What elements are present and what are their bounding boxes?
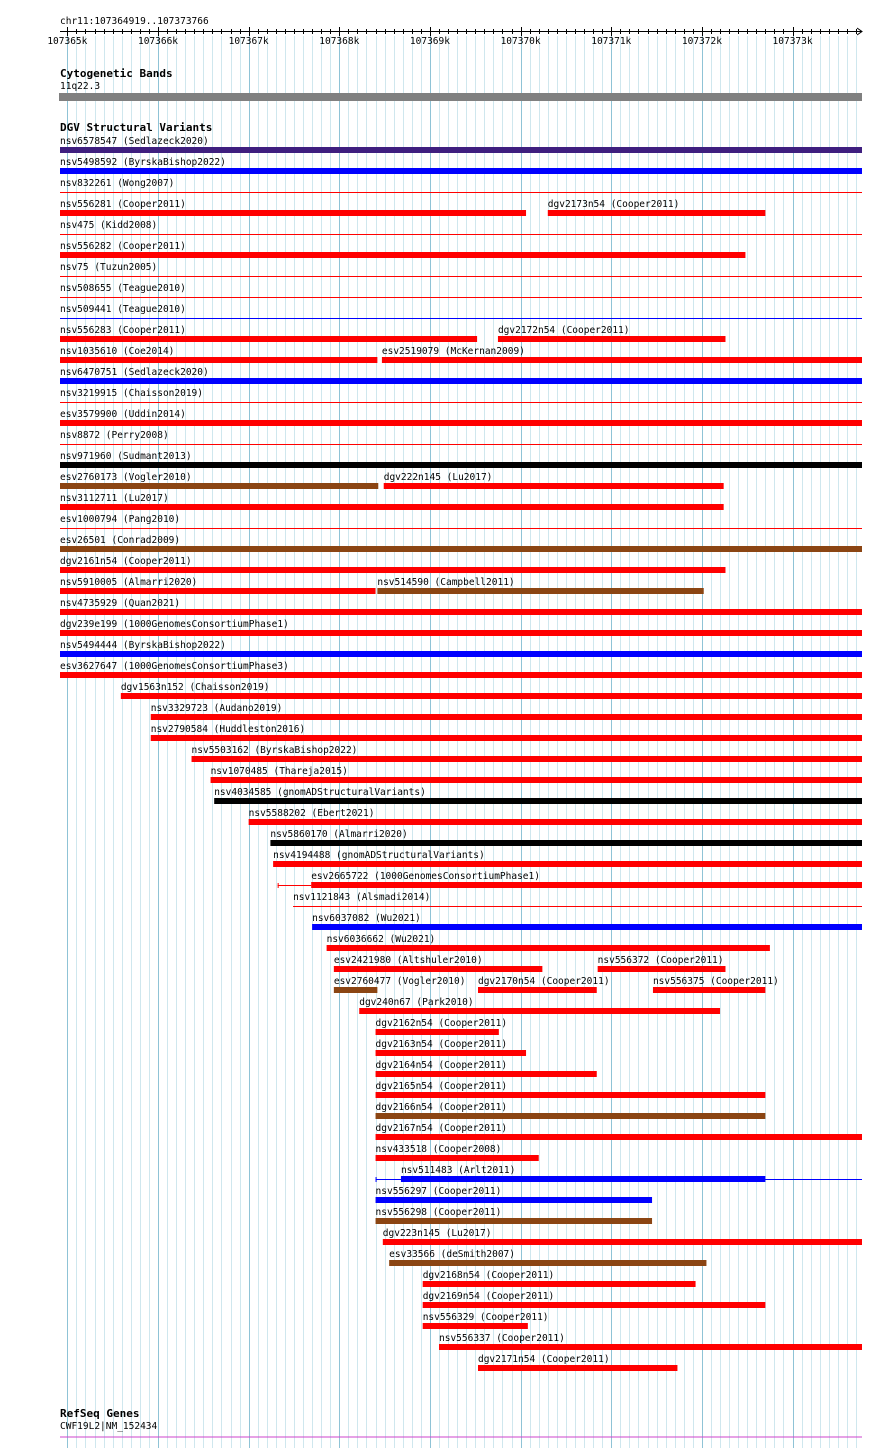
variant-label: nsv3112711 (Lu2017) (60, 493, 169, 504)
variant-bar[interactable] (423, 1281, 696, 1287)
variant-label: esv2519079 (McKernan2009) (381, 346, 525, 357)
variant-bar[interactable] (423, 1302, 766, 1308)
variant-bar[interactable] (249, 819, 862, 825)
variant-label: dgv2163n54 (Cooper2011) (375, 1039, 508, 1050)
cytoband-bar[interactable] (59, 93, 862, 101)
cytoband-track-title: Cytogenetic Bands (60, 67, 173, 80)
variant-label: esv2665722 (1000GenomesConsortiumPhase1) (311, 871, 540, 882)
variant-label: dgv240n67 (Park2010) (359, 997, 474, 1008)
variant-bar[interactable] (211, 777, 862, 783)
ruler-tick-label: 107368k (319, 36, 360, 47)
variant-bar[interactable] (121, 693, 862, 699)
variant-bar[interactable] (60, 672, 862, 678)
variant-label: dgv2167n54 (Cooper2011) (375, 1123, 508, 1134)
variant-bar[interactable] (382, 357, 862, 363)
variant-label: esv1000794 (Pang2010) (60, 514, 181, 525)
variant-label: nsv475 (Kidd2008) (60, 220, 158, 231)
variant-label: nsv511483 (Arlt2011) (400, 1165, 516, 1176)
variant-bar[interactable] (60, 462, 862, 468)
variant-bar[interactable] (270, 840, 862, 846)
ruler-tick-label: 107373k (772, 36, 813, 47)
ruler-tick-label: 107365k (47, 36, 88, 47)
variant-label: dgv2166n54 (Cooper2011) (375, 1102, 508, 1113)
variant-label: nsv4194488 (gnomADStructuralVariants) (273, 850, 485, 861)
variant-bar[interactable] (376, 1050, 526, 1056)
variant-bar[interactable] (60, 528, 862, 529)
variant-label: nsv514590 (Campbell2011) (377, 577, 515, 588)
variant-label: nsv556283 (Cooper2011) (60, 325, 186, 336)
variant-bar[interactable] (60, 192, 862, 193)
variant-bar[interactable] (293, 906, 862, 907)
variant-bar[interactable] (376, 1029, 499, 1035)
variant-bar[interactable] (192, 756, 862, 762)
variant-label: dgv2161n54 (Cooper2011) (60, 556, 192, 567)
variant-label: nsv971960 (Sudmant2013) (60, 451, 192, 462)
variant-label: nsv1070485 (Thareja2015) (210, 766, 348, 777)
variant-label: dgv223n145 (Lu2017) (382, 1228, 492, 1239)
variant-label: dgv2168n54 (Cooper2011) (422, 1270, 555, 1281)
variant-bar[interactable] (376, 1197, 652, 1203)
variant-bar[interactable] (377, 588, 703, 594)
variant-label: nsv556282 (Cooper2011) (60, 241, 186, 252)
variant-bar[interactable] (60, 318, 862, 319)
variant-bar[interactable] (653, 987, 765, 993)
variant-label: esv3627647 (1000GenomesConsortiumPhase3) (60, 661, 289, 672)
ruler-tick-label: 107369k (409, 36, 450, 47)
variant-bar[interactable] (60, 504, 724, 510)
variant-bar[interactable] (376, 1134, 862, 1140)
variant-label: nsv5860170 (Almarri2020) (270, 829, 408, 840)
variant-bar[interactable] (214, 798, 862, 804)
variant-bar[interactable] (60, 588, 376, 594)
variant-bar[interactable] (60, 444, 862, 445)
variant-bar[interactable] (311, 882, 862, 888)
variant-label: nsv6470751 (Sedlazeck2020) (60, 367, 209, 378)
variant-bar[interactable] (376, 1092, 766, 1098)
variant-label: nsv1121843 (Alsmadi2014) (293, 892, 431, 903)
ruler[interactable] (47, 27, 862, 47)
variant-label: nsv2790584 (Huddleston2016) (150, 724, 306, 735)
variant-bar[interactable] (384, 483, 724, 489)
ruler-tick-label: 107371k (591, 36, 632, 47)
variant-bar[interactable] (60, 378, 862, 384)
variant-bar[interactable] (376, 1113, 766, 1119)
variant-label: dgv2164n54 (Cooper2011) (375, 1060, 508, 1071)
variant-label: dgv2173n54 (Cooper2011) (547, 199, 680, 210)
variant-bar[interactable] (376, 1071, 597, 1077)
variant-label: esv33566 (deSmith2007) (389, 1249, 516, 1260)
variant-bar[interactable] (334, 966, 543, 972)
variant-bar[interactable] (60, 546, 862, 552)
variant-bar[interactable] (60, 357, 377, 363)
variant-bar[interactable] (439, 1344, 862, 1350)
variant-label: nsv3329723 (Audano2019) (150, 703, 283, 714)
variant-bar[interactable] (60, 276, 862, 277)
variant-label: esv2760477 (Vogler2010) (333, 976, 466, 987)
variant-bar[interactable] (60, 252, 745, 258)
variant-label: nsv4034585 (gnomADStructuralVariants) (214, 787, 426, 798)
variant-label: nsv556337 (Cooper2011) (439, 1333, 565, 1344)
variant-bar[interactable] (151, 735, 862, 741)
variant-label: nsv433518 (Cooper2008) (375, 1144, 502, 1155)
variant-label: dgv1563n152 (Chaisson2019) (120, 682, 270, 693)
variant-label: dgv2172n54 (Cooper2011) (497, 325, 630, 336)
variant-bar[interactable] (548, 210, 766, 216)
variant-label: nsv3219915 (Chaisson2019) (60, 388, 203, 399)
variant-label: nsv5498592 (ByrskaBishop2022) (60, 157, 226, 168)
variant-bar[interactable] (478, 1365, 677, 1371)
variant-label: nsv4735929 (Quan2021) (60, 598, 181, 609)
variant-bar[interactable] (60, 651, 862, 657)
variant-bar[interactable] (60, 234, 862, 235)
variant-label: esv26501 (Conrad2009) (60, 535, 181, 546)
variant-bar[interactable] (376, 1155, 539, 1161)
variant-label: nsv556329 (Cooper2011) (422, 1312, 549, 1323)
variant-bar[interactable] (389, 1260, 706, 1266)
variant-label: nsv556297 (Cooper2011) (375, 1186, 502, 1197)
variant-bar[interactable] (60, 147, 862, 153)
variant-bar[interactable] (423, 1323, 528, 1329)
variant-bar[interactable] (383, 1239, 862, 1245)
variant-label: nsv6036662 (Wu2021) (326, 934, 436, 945)
variant-label: dgv239e199 (1000GenomesConsortiumPhase1) (60, 619, 289, 630)
variant-label: nsv6037082 (Wu2021) (312, 913, 421, 924)
variant-bar[interactable] (60, 609, 862, 615)
variant-label: dgv2169n54 (Cooper2011) (422, 1291, 555, 1302)
variant-bar[interactable] (401, 1176, 765, 1182)
variant-label: nsv5588202 (Ebert2021) (248, 808, 375, 819)
variant-bar[interactable] (327, 945, 770, 951)
variant-label: nsv556298 (Cooper2011) (375, 1207, 502, 1218)
dgv-track-title: DGV Structural Variants (60, 121, 213, 134)
variant-bar[interactable] (151, 714, 862, 720)
variant-label: nsv5910005 (Almarri2020) (60, 577, 198, 588)
variant-bar[interactable] (376, 1218, 652, 1224)
variant-label: nsv8872 (Perry2008) (60, 430, 169, 441)
variant-bar[interactable] (60, 420, 862, 426)
variant-label: nsv832261 (Wong2007) (60, 178, 175, 189)
ruler-tick-label: 107366k (137, 36, 179, 47)
variant-label: dgv2171n54 (Cooper2011) (477, 1354, 610, 1365)
variant-label: dgv2162n54 (Cooper2011) (375, 1018, 508, 1029)
variant-bar[interactable] (478, 987, 597, 993)
variant-label: nsv5494444 (ByrskaBishop2022) (60, 640, 226, 651)
variant-bar[interactable] (60, 297, 862, 298)
refseq-gene-label[interactable]: CWF19L2|NM_152434 (60, 1421, 158, 1432)
variant-label: nsv556281 (Cooper2011) (60, 199, 186, 210)
cytoband-label: 11q22.3 (60, 81, 101, 92)
ruler-tick-label: 107370k (500, 36, 541, 47)
dgv-features (60, 136, 862, 1371)
variant-label: nsv75 (Tuzun2005) (60, 262, 158, 273)
variant-label: dgv2170n54 (Cooper2011) (477, 976, 610, 987)
variant-bar[interactable] (498, 336, 726, 342)
variant-bar[interactable] (60, 336, 477, 342)
variant-label: dgv222n145 (Lu2017) (383, 472, 493, 483)
variant-bar[interactable] (334, 987, 378, 993)
variant-label: esv2760173 (Vogler2010) (60, 472, 192, 483)
variant-label: dgv2165n54 (Cooper2011) (375, 1081, 508, 1092)
variant-bar[interactable] (60, 210, 526, 216)
variant-bar[interactable] (60, 168, 862, 174)
variant-label: nsv509441 (Teague2010) (60, 304, 186, 315)
variant-label: esv2421980 (Altshuler2010) (333, 955, 483, 966)
variant-label: nsv5503162 (ByrskaBishop2022) (191, 745, 358, 756)
variant-bar[interactable] (598, 966, 726, 972)
ruler-tick-label: 107367k (228, 36, 269, 47)
variant-label: nsv556375 (Cooper2011) (652, 976, 779, 987)
variant-bar[interactable] (60, 630, 862, 636)
variant-bar[interactable] (312, 924, 862, 930)
refseq-track-title: RefSeq Genes (60, 1407, 140, 1420)
variant-bar[interactable] (60, 567, 725, 573)
position-label: chr11:107364919..107373766 (60, 16, 209, 27)
variant-bar[interactable] (60, 483, 378, 489)
variant-label: nsv508655 (Teague2010) (60, 283, 186, 294)
variant-label: nsv556372 (Cooper2011) (597, 955, 724, 966)
ruler-tick-label: 107372k (681, 36, 722, 47)
variant-label: nsv1035610 (Coe2014) (60, 346, 175, 357)
variant-label: nsv6578547 (Sedlazeck2020) (60, 136, 209, 147)
variant-bar[interactable] (359, 1008, 720, 1014)
variant-bar[interactable] (273, 861, 862, 867)
variant-label: esv3579900 (Uddin2014) (60, 409, 186, 420)
variant-bar[interactable] (60, 402, 862, 403)
